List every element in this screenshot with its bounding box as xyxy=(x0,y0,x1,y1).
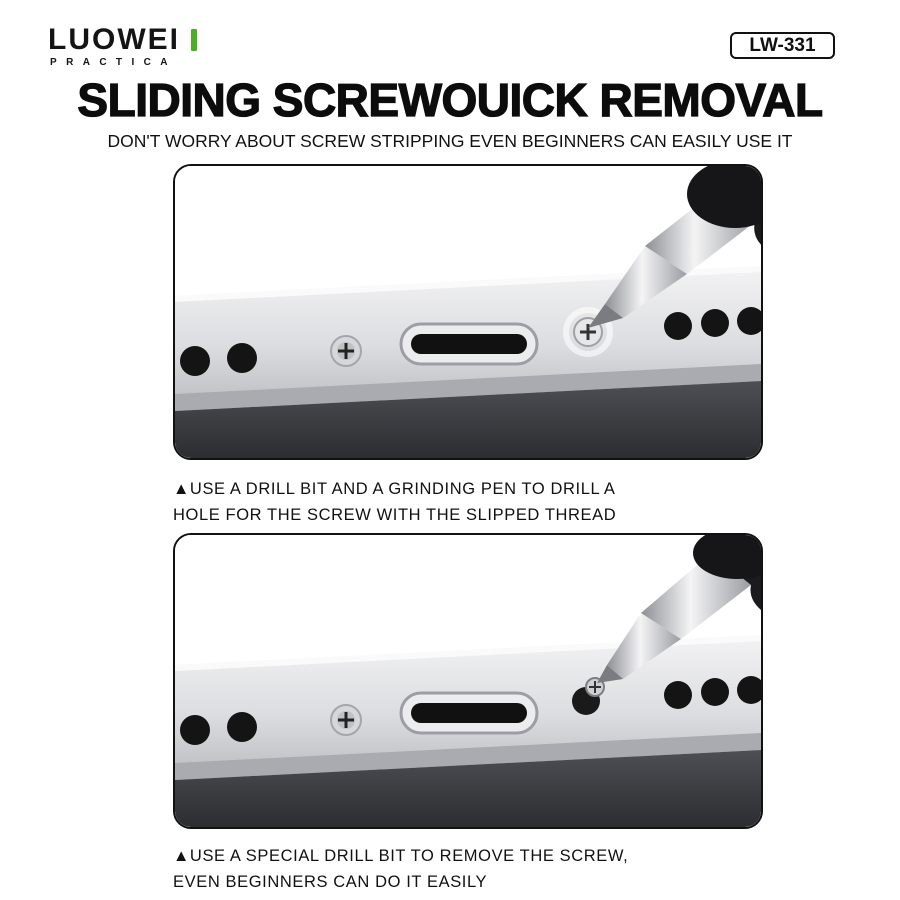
brand-accent-mark xyxy=(191,29,197,51)
step-2-caption-line-1: ▲USE A SPECIAL DRILL BIT TO REMOVE THE SCREW, xyxy=(173,847,629,865)
step-1-photo xyxy=(173,164,763,460)
brand-logo xyxy=(48,24,208,70)
step-1-caption-line-2: HOLE FOR THE SCREW WITH THE SLIPPED THREAD xyxy=(173,506,617,524)
page-title: SLIDING SCREWOUICK REMOVAL xyxy=(77,74,823,126)
step-1-caption-line-1: ▲USE A DRILL BIT AND A GRINDING PEN TO DRILL A xyxy=(173,480,616,498)
model-badge: LW-331 xyxy=(730,32,835,59)
step-2-caption-line-2: EVEN BEGINNERS CAN DO IT EASILY xyxy=(173,873,488,891)
phone-frame-drilling-illustration xyxy=(175,166,761,458)
step-2-caption xyxy=(173,843,693,895)
brand-name: LUOWEI xyxy=(48,23,180,56)
step-2-photo xyxy=(173,533,763,829)
page-subtitle: DON'T WORRY ABOUT SCREW STRIPPING EVEN BEGINNERS CAN EASILY USE IT xyxy=(107,131,793,151)
step-1-caption xyxy=(173,476,693,528)
phone-frame-removal-illustration xyxy=(175,535,761,827)
brand-tagline: PRACTICA xyxy=(50,57,177,68)
